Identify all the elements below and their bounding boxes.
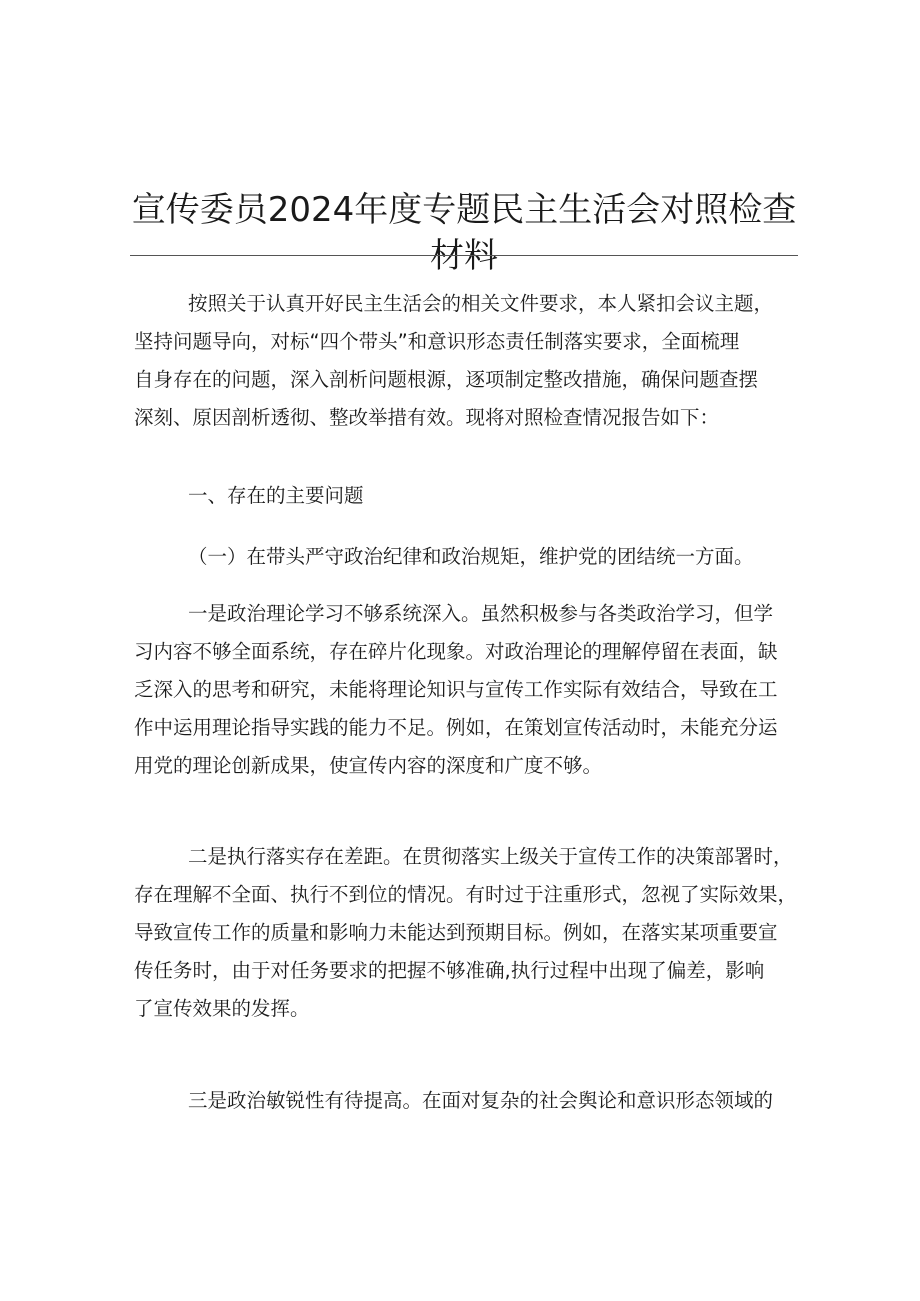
paragraph-line: 自身存在的问题，深入剖析问题根源，逐项制定整改措施，确保问题查摆 — [134, 368, 759, 391]
document-title-line-2: 材料 — [430, 235, 498, 276]
paragraph-line: 一是政治理论学习不够系统深入。虽然积极参与各类政治学习，但学 — [188, 602, 774, 625]
document-title — [130, 187, 798, 279]
paragraph-point-2 — [134, 838, 798, 1028]
subsection-heading-text: （一）在带头严守政治纪律和政治规矩，维护党的团结统一方面。 — [188, 545, 754, 568]
paragraph-line: 导致宣传工作的质量和影响力未能达到预期目标。例如，在落实某项重要宣 — [134, 921, 778, 944]
subsection-heading — [134, 538, 794, 576]
paragraph-line: 用党的理论创新成果，使宣传内容的深度和广度不够。 — [134, 754, 603, 777]
paragraph-line: 传任务时，由于对任务要求的把握不够准确,执行过程中出现了偏差，影响 — [134, 959, 765, 982]
paragraph-line: 二是执行落实存在差距。在贯彻落实上级关于宣传工作的决策部署时， — [188, 845, 793, 868]
paragraph-line: 坚持问题导向，对标“四个带头”和意识形态责任制落实要求，全面梳理 — [134, 330, 740, 353]
paragraph-line: 习内容不够全面系统，存在碎片化现象。对政治理论的理解停留在表面，缺 — [134, 640, 778, 663]
paragraph-point-1 — [134, 595, 794, 785]
paragraph-line: 了宣传效果的发挥。 — [134, 997, 310, 1020]
paragraph-line: 按照关于认真开好民主生活会的相关文件要求，本人紧扣会议主题， — [188, 292, 774, 315]
section-heading — [134, 477, 794, 515]
paragraph-line: 三是政治敏锐性有待提高。在面对复杂的社会舆论和意识形态领域的 — [188, 1089, 774, 1112]
paragraph-line: 存在理解不全面、执行不到位的情况。有时过于注重形式，忽视了实际效果， — [134, 883, 798, 906]
paragraph-intro — [134, 285, 794, 437]
paragraph-line: 乏深入的思考和研究，未能将理论知识与宣传工作实际有效结合，导致在工 — [134, 678, 778, 701]
paragraph-line: 深刻、原因剖析透彻、整改举措有效。现将对照检查情况报告如下： — [134, 406, 720, 429]
paragraph-point-3 — [134, 1082, 794, 1120]
document-title-line-1: 宣传委员2024年度专题民主生活会对照检查 — [131, 189, 797, 230]
section-heading-text: 一、存在的主要问题 — [188, 484, 364, 507]
paragraph-line: 作中运用理论指导实践的能力不足。例如，在策划宣传活动时，未能充分运 — [134, 716, 778, 739]
title-divider — [130, 255, 798, 256]
